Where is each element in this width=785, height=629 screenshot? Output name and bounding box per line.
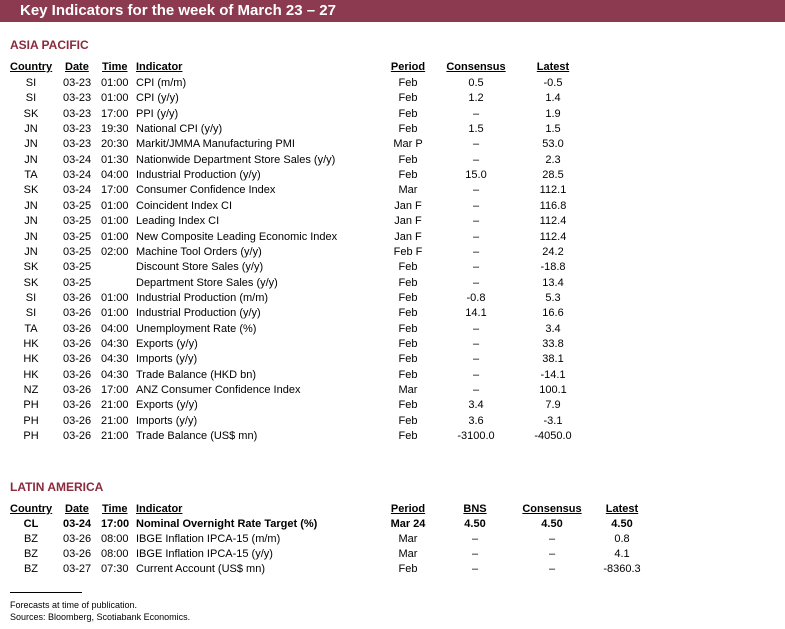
cell-latest: -8360.3 — [603, 563, 641, 575]
cell-consensus: – — [472, 353, 480, 366]
cell-time: 04:30 — [101, 337, 129, 350]
table-row — [0, 353, 785, 368]
cell-bns: 4.50 — [464, 518, 486, 530]
cell-date: 03-25 — [63, 245, 92, 258]
cell-indicator: Leading Index CI — [136, 215, 220, 228]
cell-country: SI — [25, 307, 37, 320]
col-header-period: Period — [390, 61, 426, 73]
cell-date: 03-24 — [63, 184, 92, 197]
cell-time: 04:00 — [101, 169, 129, 182]
cell-date: 03-24 — [63, 153, 92, 166]
cell-latest: -0.5 — [543, 77, 563, 89]
cell-latest: 7.9 — [545, 399, 561, 412]
cell-date: 03-23 — [63, 123, 92, 136]
cell-date: 03-26 — [63, 368, 92, 381]
cell-date: 03-26 — [63, 399, 92, 412]
cell-bns: – — [471, 563, 479, 575]
cell-time: 21:00 — [101, 399, 129, 412]
col-header-country: Country — [10, 61, 53, 73]
cell-latest: 16.6 — [542, 307, 564, 320]
cell-country: HK — [23, 353, 39, 366]
cell-country: BZ — [23, 563, 39, 575]
cell-latest: 4.1 — [614, 548, 630, 560]
cell-date: 03-26 — [63, 322, 92, 335]
cell-time: 21:00 — [101, 430, 129, 443]
col-header-time: Time — [102, 503, 128, 515]
cell-period: Feb — [398, 291, 418, 304]
cell-latest: 4.50 — [611, 518, 633, 530]
cell-period: Mar 24 — [390, 518, 426, 530]
cell-consensus: – — [548, 548, 556, 560]
table-row — [0, 92, 785, 107]
cell-country: JN — [24, 153, 38, 166]
latin-america-section-title: LATIN AMERICA — [10, 480, 104, 494]
cell-time: 01:00 — [101, 215, 129, 228]
cell-time: 01:00 — [101, 92, 129, 105]
cell-latest: 3.4 — [545, 322, 561, 335]
cell-time: 07:30 — [101, 563, 129, 575]
cell-indicator: Imports (y/y) — [136, 414, 198, 427]
cell-country: JN — [24, 123, 38, 136]
asia-pacific-section-title: ASIA PACIFIC — [10, 38, 89, 52]
table-row — [0, 277, 785, 292]
col-header-time: Time — [102, 61, 128, 73]
cell-bns: – — [471, 548, 479, 560]
cell-period: Feb — [398, 77, 418, 89]
cell-indicator: Coincident Index CI — [136, 199, 232, 212]
cell-indicator: National CPI (y/y) — [136, 123, 223, 136]
cell-date: 03-25 — [63, 230, 92, 243]
cell-latest: -14.1 — [540, 368, 566, 381]
col-header-consensus: Consensus — [522, 503, 582, 515]
table-row — [0, 108, 785, 123]
cell-country: PH — [23, 430, 39, 443]
cell-period: Feb — [398, 563, 418, 575]
cell-consensus: – — [472, 276, 480, 289]
cell-indicator: Nationwide Department Store Sales (y/y) — [136, 153, 336, 166]
cell-consensus: – — [472, 215, 480, 228]
cell-country: SI — [25, 92, 37, 105]
cell-time: 17:00 — [101, 518, 130, 530]
cell-period: Feb — [398, 92, 418, 105]
table-row — [0, 384, 785, 399]
cell-consensus: 0.5 — [468, 77, 484, 89]
cell-consensus: – — [472, 368, 480, 381]
table-row — [0, 138, 785, 153]
cell-consensus: – — [472, 230, 480, 243]
cell-date: 03-26 — [63, 384, 92, 396]
cell-time: 01:00 — [101, 307, 129, 320]
cell-indicator: CPI (m/m) — [136, 77, 187, 89]
cell-indicator: Current Account (US$ mn) — [136, 563, 265, 575]
cell-period: Feb F — [393, 245, 423, 258]
cell-country: JN — [24, 245, 38, 258]
cell-latest: 100.1 — [539, 384, 567, 396]
latam-header-row — [0, 503, 785, 518]
cell-indicator: Discount Store Sales (y/y) — [136, 261, 264, 274]
cell-country: NZ — [23, 384, 39, 396]
cell-date: 03-26 — [63, 430, 92, 443]
cell-country: PH — [23, 414, 39, 427]
cell-date: 03-26 — [63, 337, 92, 350]
cell-latest: 5.3 — [545, 291, 561, 304]
table-row — [0, 200, 785, 215]
cell-period: Feb — [398, 307, 418, 320]
cell-country: JN — [24, 230, 38, 243]
cell-time: 17:00 — [101, 384, 129, 396]
table-row — [0, 338, 785, 353]
cell-date: 03-27 — [63, 563, 92, 575]
cell-latest: 38.1 — [542, 353, 564, 366]
cell-latest: 1.4 — [545, 92, 561, 105]
cell-indicator: IBGE Inflation IPCA-15 (y/y) — [136, 548, 273, 560]
cell-period: Feb — [398, 337, 418, 350]
cell-consensus: 14.1 — [465, 307, 487, 320]
col-header-consensus: Consensus — [446, 61, 506, 73]
cell-consensus: – — [472, 384, 480, 396]
cell-date: 03-23 — [63, 138, 92, 151]
cell-latest: 1.5 — [545, 123, 561, 136]
cell-period: Feb — [398, 261, 418, 274]
cell-time: 17:00 — [101, 184, 129, 197]
cell-date: 03-23 — [63, 77, 92, 89]
cell-country: TA — [24, 169, 38, 182]
cell-date: 03-23 — [63, 92, 92, 105]
cell-indicator: Unemployment Rate (%) — [136, 322, 257, 335]
cell-period: Mar — [398, 533, 418, 545]
cell-time: 02:00 — [101, 245, 129, 258]
cell-period: Mar P — [393, 138, 423, 151]
cell-indicator: Industrial Production (y/y) — [136, 307, 261, 320]
cell-consensus: 1.5 — [468, 123, 484, 136]
cell-country: BZ — [23, 533, 39, 545]
cell-indicator: Exports (y/y) — [136, 399, 198, 412]
col-header-latest: Latest — [536, 61, 570, 73]
cell-date: 03-26 — [63, 353, 92, 366]
table-row — [0, 518, 785, 533]
cell-indicator: Exports (y/y) — [136, 337, 198, 350]
cell-latest: 116.8 — [539, 199, 567, 212]
cell-consensus: 3.4 — [468, 399, 484, 412]
table-row — [0, 307, 785, 322]
cell-period: Feb — [398, 276, 418, 289]
cell-indicator: Industrial Production (m/m) — [136, 291, 269, 304]
cell-consensus: 4.50 — [541, 518, 563, 530]
cell-consensus: 3.6 — [468, 414, 484, 427]
table-row — [0, 548, 785, 563]
cell-consensus: – — [472, 107, 480, 120]
cell-time: 01:30 — [101, 153, 129, 166]
cell-consensus: -0.8 — [466, 291, 486, 304]
cell-period: Feb — [398, 399, 418, 412]
cell-country: SK — [23, 107, 39, 120]
cell-indicator: IBGE Inflation IPCA-15 (m/m) — [136, 533, 281, 545]
cell-latest: 33.8 — [542, 337, 564, 350]
cell-date: 03-26 — [63, 307, 92, 320]
cell-country: CL — [23, 518, 39, 530]
cell-indicator: Trade Balance (HKD bn) — [136, 368, 257, 381]
cell-consensus: – — [548, 533, 556, 545]
cell-period: Jan F — [394, 199, 422, 212]
cell-country: SK — [23, 261, 39, 274]
cell-period: Feb — [398, 368, 418, 381]
cell-time: 19:30 — [101, 123, 129, 136]
cell-consensus: – — [472, 245, 480, 258]
cell-consensus: – — [472, 337, 480, 350]
cell-date: 03-26 — [63, 548, 92, 560]
cell-country: SI — [25, 291, 37, 304]
cell-latest: -18.8 — [540, 261, 566, 274]
table-row — [0, 231, 785, 246]
cell-time: 21:00 — [101, 414, 129, 427]
table-row — [0, 292, 785, 307]
table-row — [0, 215, 785, 230]
cell-consensus: 15.0 — [465, 169, 487, 182]
cell-period: Feb — [398, 414, 418, 427]
col-header-latest: Latest — [605, 503, 639, 515]
cell-latest: 13.4 — [542, 276, 564, 289]
cell-period: Mar — [398, 384, 418, 396]
cell-time: 04:30 — [101, 368, 129, 381]
cell-time: 01:00 — [101, 199, 129, 212]
cell-bns: – — [471, 533, 479, 545]
cell-country: HK — [23, 368, 39, 381]
title-banner — [0, 0, 785, 22]
footnote-forecasts: Forecasts at time of publication. — [10, 600, 138, 610]
cell-country: BZ — [23, 548, 39, 560]
cell-latest: 0.8 — [614, 533, 630, 545]
cell-consensus: – — [472, 184, 480, 197]
cell-latest: -4050.0 — [534, 430, 572, 443]
cell-latest: 112.4 — [539, 215, 567, 228]
cell-time: 01:00 — [101, 291, 129, 304]
cell-indicator: Trade Balance (US$ mn) — [136, 430, 258, 443]
cell-indicator: Imports (y/y) — [136, 353, 198, 366]
cell-country: SI — [25, 77, 37, 89]
cell-country: TA — [24, 322, 38, 335]
table-row — [0, 123, 785, 138]
cell-indicator: New Composite Leading Economic Index — [136, 230, 338, 243]
cell-date: 03-26 — [63, 414, 92, 427]
cell-time: 08:00 — [101, 548, 129, 560]
cell-period: Feb — [398, 107, 418, 120]
col-header-indicator: Indicator — [136, 61, 183, 73]
cell-period: Jan F — [394, 215, 422, 228]
table-row — [0, 369, 785, 384]
cell-latest: 2.3 — [545, 153, 561, 166]
cell-indicator: PPI (y/y) — [136, 107, 179, 120]
table-row — [0, 246, 785, 261]
cell-time: 20:30 — [101, 138, 129, 151]
cell-period: Feb — [398, 353, 418, 366]
cell-latest: 112.1 — [539, 184, 567, 197]
cell-period: Feb — [398, 322, 418, 335]
cell-country: PH — [23, 399, 39, 412]
table-row — [0, 154, 785, 169]
cell-period: Jan F — [394, 230, 422, 243]
cell-period: Feb — [398, 123, 418, 136]
col-header-country: Country — [10, 503, 53, 515]
cell-country: JN — [24, 215, 38, 228]
table-row — [0, 415, 785, 430]
cell-latest: 53.0 — [542, 138, 564, 151]
cell-country: JN — [24, 199, 38, 212]
cell-latest: 28.5 — [542, 169, 564, 182]
cell-date: 03-23 — [63, 107, 92, 120]
cell-country: JN — [24, 138, 38, 151]
cell-indicator: Industrial Production (y/y) — [136, 169, 261, 182]
table-row — [0, 399, 785, 414]
cell-period: Feb — [398, 153, 418, 166]
cell-consensus: -3100.0 — [457, 430, 495, 443]
cell-period: Feb — [398, 430, 418, 443]
col-header-date: Date — [65, 61, 89, 73]
cell-date: 03-24 — [63, 518, 92, 530]
cell-country: HK — [23, 337, 39, 350]
cell-indicator: Nominal Overnight Rate Target (%) — [136, 518, 318, 530]
cell-country: SK — [23, 184, 39, 197]
cell-consensus: – — [472, 322, 480, 335]
cell-time: 04:00 — [101, 322, 129, 335]
table-row — [0, 323, 785, 338]
cell-consensus: – — [472, 199, 480, 212]
cell-date: 03-25 — [63, 199, 92, 212]
cell-indicator: ANZ Consumer Confidence Index — [136, 384, 301, 396]
cell-consensus: – — [472, 261, 480, 274]
table-row — [0, 184, 785, 199]
cell-period: Mar — [398, 548, 418, 560]
cell-date: 03-26 — [63, 291, 92, 304]
cell-consensus: – — [472, 153, 480, 166]
cell-indicator: Department Store Sales (y/y) — [136, 276, 278, 289]
cell-indicator: CPI (y/y) — [136, 92, 179, 105]
cell-period: Feb — [398, 169, 418, 182]
col-header-indicator: Indicator — [136, 503, 183, 515]
cell-latest: 24.2 — [542, 245, 564, 258]
cell-date: 03-25 — [63, 215, 92, 228]
cell-time: 01:00 — [101, 230, 129, 243]
cell-period: Mar — [398, 184, 418, 197]
cell-time: 01:00 — [101, 77, 129, 89]
cell-time: 04:30 — [101, 353, 129, 366]
cell-indicator: Consumer Confidence Index — [136, 184, 276, 197]
cell-date: 03-25 — [63, 261, 92, 274]
table-row — [0, 430, 785, 445]
table-row — [0, 77, 785, 92]
cell-time: 17:00 — [101, 107, 129, 120]
cell-consensus: 1.2 — [468, 92, 484, 105]
asia-header-row — [0, 61, 785, 76]
page-title: Key Indicators for the week of March 23 – 27 — [20, 2, 336, 19]
table-row — [0, 169, 785, 184]
cell-indicator: Markit/JMMA Manufacturing PMI — [136, 138, 295, 151]
table-row — [0, 563, 785, 578]
cell-latest: -3.1 — [543, 414, 563, 427]
cell-date: 03-24 — [63, 169, 92, 182]
cell-country: SK — [23, 276, 39, 289]
col-header-date: Date — [65, 503, 89, 515]
cell-indicator: Machine Tool Orders (y/y) — [136, 245, 262, 258]
cell-consensus: – — [548, 563, 556, 575]
cell-date: 03-25 — [63, 276, 92, 289]
col-header-period: Period — [390, 503, 426, 515]
table-row — [0, 533, 785, 548]
col-header-bns: BNS — [463, 503, 487, 515]
footnote-sources: Sources: Bloomberg, Scotiabank Economics. — [10, 612, 191, 622]
cell-latest: 112.4 — [539, 230, 567, 243]
cell-date: 03-26 — [63, 533, 92, 545]
cell-latest: 1.9 — [545, 107, 561, 120]
cell-consensus: – — [472, 138, 480, 151]
cell-time: 08:00 — [101, 533, 129, 545]
footnote-divider — [10, 592, 82, 593]
table-row — [0, 261, 785, 276]
